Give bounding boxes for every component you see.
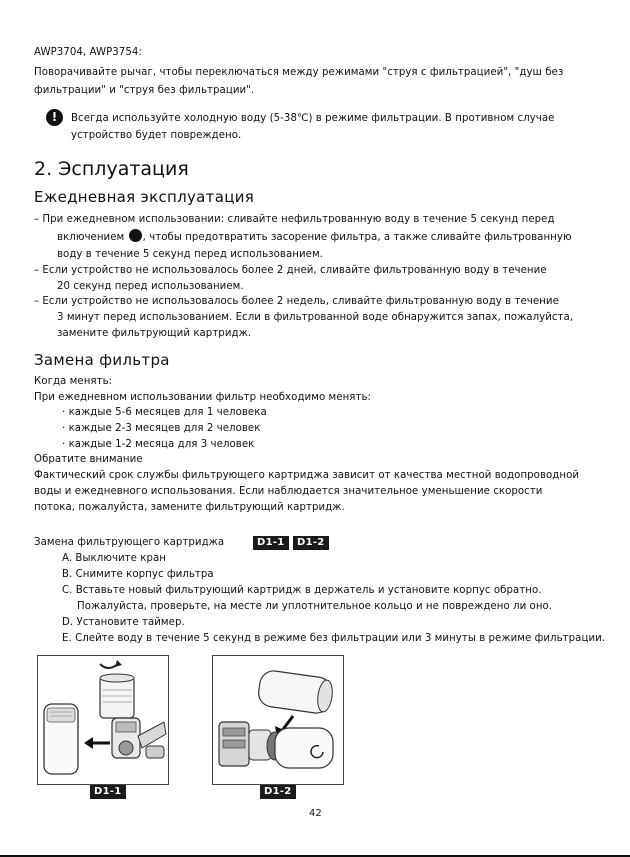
filter-housing-shape-2 [275,728,333,768]
daily-bullet-1-line-2 [57,229,572,246]
warning-icon: ! [46,109,63,126]
intro-line-1: Поворачивайте рычаг, чтобы переключаться между режимами "струя с фильтрацией", "душ без [34,67,564,78]
step-b: B. Снимите корпус фильтра [62,569,214,580]
page-number: 42 [309,808,322,819]
models-line: AWP3704, AWP3754: [34,47,142,58]
figure-d1-2-illustration [213,656,343,784]
step-e: E. Слейте воду в течение 5 секунд в режиме без фильтрации или 3 минуты в режиме фильтрации. [62,633,606,644]
step-c-note: Пожалуйста, проверьте, на месте ли уплотнительное кольцо и не повреждено ли оно. [77,601,553,612]
badge-d1-2: D1-2 [293,536,329,550]
daily-bullet-3-line-3: замените фильтрующий картридж. [57,328,252,339]
daily-bullet-3-line-1: – Если устройство не использовалось более 2 недель, сливайте фильтрованную воду в течение [34,296,559,307]
figure-label-d1-1: D1-1 [90,785,126,799]
badge-d1-1: D1-1 [253,536,289,550]
intro-line-2: фильтрации" и "струя без фильтрации". [34,85,255,96]
filter-item-3: · каждые 1-2 месяца для 3 человек [62,439,255,450]
warning-line-2: устройство будет повреждено. [71,130,242,141]
step-d: D. Установите таймер. [62,617,185,628]
daily-bullet-2-line-1: – Если устройство не использовалось более 2 дней, сливайте фильтрованную воду в течение [34,265,547,276]
figure-d1-1 [37,655,169,785]
figure-d1-2 [212,655,344,785]
note-title: Обратите внимание [34,454,143,465]
filter-daily-use: При ежедневном использовании фильтр необходимо менять: [34,392,371,403]
note-line-3: потока, пожалуйста, замените фильтрующий картридж. [34,502,345,513]
figure-d1-1-illustration [38,656,168,784]
note-line-2: воды и ежедневного использования. Если наблюдается значительное уменьшение скорости [34,486,543,497]
step-c: C. Вставьте новый фильтрующий картридж в держатель и установите корпус обратно. [62,585,542,596]
note-line-1: Фактический срок службы фильтрующего картриджа зависит от качества местной водопроводной [34,470,580,481]
faucet-mode-icon [129,229,142,242]
daily-bullet-2-line-2: 20 секунд перед использованием. [57,281,244,292]
daily-bullet-1-text-a: включением [57,232,125,243]
warning-line-1: Всегда используйте холодную воду (5-38℃) в режиме фильтрации. В противном случае [71,113,555,124]
daily-title: Ежедневная эксплуатация [34,188,255,206]
section-title: 2. Эсплуатация [34,158,189,180]
step-a: A. Выключите кран [62,553,166,564]
figure-label-d1-2: D1-2 [260,785,296,799]
replace-title: Замена фильтрующего картриджа [34,537,225,548]
filter-when: Когда менять: [34,376,113,387]
filter-item-2: · каждые 2-3 месяцев для 2 человек [62,423,261,434]
daily-bullet-1-text-b: , чтобы предотвратить засорение фильтра, а также сливайте фильтрованную [142,232,572,243]
daily-bullet-1-line-3: воду в течение 5 секунд перед использованием. [57,249,323,260]
daily-bullet-3-line-2: 3 минут перед использованием. Если в фильтрованной воде обнаружится запах, пожалуйста, [57,312,574,323]
daily-bullet-1-line-1: – При ежедневном использовании: сливайте нефильтрованную воду в течение 5 секунд перед [34,214,555,225]
insert-arrow-icon [84,737,93,749]
filter-title: Замена фильтра [34,351,170,369]
filter-item-1: · каждые 5-6 месяцев для 1 человека [62,407,267,418]
